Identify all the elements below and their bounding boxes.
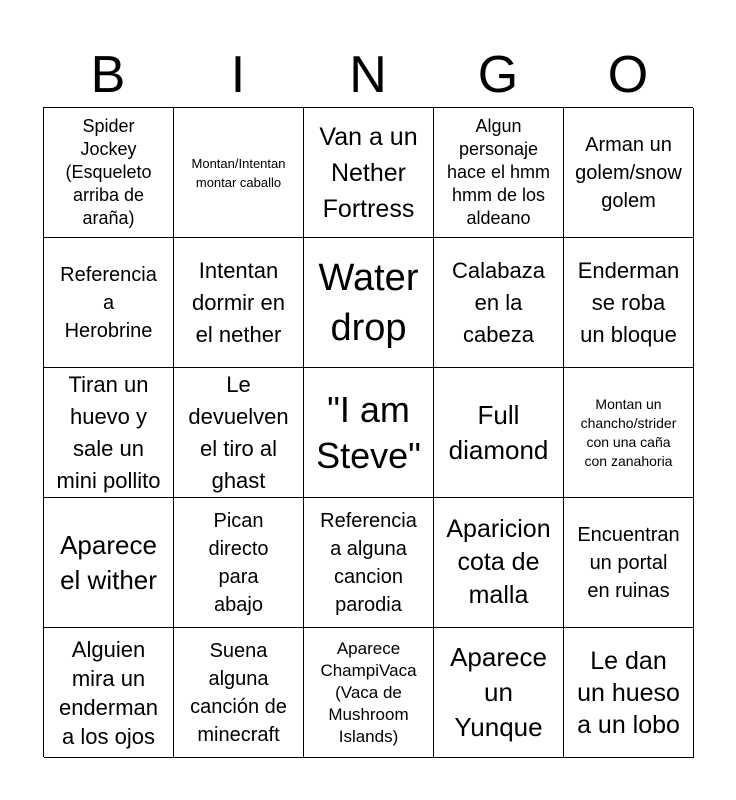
- bingo-cell[interactable]: [564, 108, 694, 238]
- bingo-cell[interactable]: [304, 498, 434, 628]
- bingo-cell[interactable]: [434, 108, 564, 238]
- bingo-cell[interactable]: [434, 238, 564, 368]
- header-letter-n: N: [349, 46, 387, 104]
- bingo-cell[interactable]: [44, 108, 174, 238]
- cell-text: Water drop: [318, 256, 419, 349]
- bingo-cell[interactable]: [44, 498, 174, 628]
- bingo-cell[interactable]: [434, 498, 564, 628]
- bingo-cell[interactable]: [304, 368, 434, 498]
- bingo-cell[interactable]: [174, 628, 304, 758]
- cell-text: Aparece ChampiVaca (Vaca de Mushroom Islands): [320, 638, 417, 746]
- cell-text: Montan un chancho/strider con una caña con zanahoria: [580, 395, 677, 469]
- header-letter-g: G: [477, 46, 519, 104]
- cell-text: Van a un Nether Fortress: [319, 122, 418, 223]
- bingo-cell[interactable]: [174, 368, 304, 498]
- cell-text: Enderman se roba un bloque: [577, 257, 680, 347]
- cell-text: Pican directo para abajo: [208, 509, 269, 616]
- cell-text: Aparece el wither: [60, 529, 157, 595]
- cell-text: Full diamond: [448, 399, 549, 465]
- bingo-cell[interactable]: [174, 498, 304, 628]
- bingo-cell[interactable]: [564, 368, 694, 498]
- bingo-header: [43, 44, 693, 106]
- cell-text: Referencia a Herobrine: [60, 263, 157, 342]
- cell-text: Algun personaje hace el hmm hmm de los aldeano: [446, 116, 551, 228]
- header-letter-o: O: [607, 46, 649, 104]
- cell-text: Le devuelven el tiro al ghast: [188, 371, 289, 493]
- header-letter-b: B: [90, 46, 126, 104]
- bingo-cell[interactable]: [44, 238, 174, 368]
- bingo-cell[interactable]: [564, 628, 694, 758]
- bingo-cell[interactable]: [174, 108, 304, 238]
- cell-text: Tiran un huevo y sale un mini pollito: [56, 371, 161, 493]
- cell-text: Alguien mira un enderman a los ojos: [58, 636, 159, 749]
- bingo-cell[interactable]: [564, 238, 694, 368]
- cell-text: Montan/Intentan montar caballo: [191, 155, 286, 190]
- cell-text: Intentan dormir en el nether: [192, 257, 285, 347]
- cell-text: Calabaza en la cabeza: [452, 257, 545, 347]
- cell-text: Aparece un Yunque: [450, 642, 547, 742]
- cell-text: Referencia a alguna cancion parodia: [320, 509, 417, 616]
- cell-text: Aparicion cota de malla: [446, 515, 551, 609]
- bingo-grid: [43, 107, 693, 757]
- cell-text: Arman un golem/snow golem: [575, 133, 682, 212]
- cell-text: Le dan un hueso a un lobo: [577, 646, 680, 739]
- cell-text: Spider Jockey (Esqueleto arriba de araña): [65, 116, 152, 228]
- cell-text: Encuentran un portal en ruinas: [577, 523, 680, 602]
- bingo-cell[interactable]: [304, 628, 434, 758]
- header-letter-i: I: [230, 46, 246, 104]
- bingo-cell[interactable]: [434, 628, 564, 758]
- bingo-cell[interactable]: [44, 368, 174, 498]
- bingo-cell[interactable]: [434, 368, 564, 498]
- cell-text: "I am Steve": [316, 388, 421, 476]
- bingo-cell[interactable]: [304, 238, 434, 368]
- bingo-cell[interactable]: [304, 108, 434, 238]
- bingo-cell[interactable]: [44, 628, 174, 758]
- bingo-cell[interactable]: [174, 238, 304, 368]
- cell-text: Suena alguna canción de minecraft: [190, 639, 287, 746]
- bingo-cell[interactable]: [564, 498, 694, 628]
